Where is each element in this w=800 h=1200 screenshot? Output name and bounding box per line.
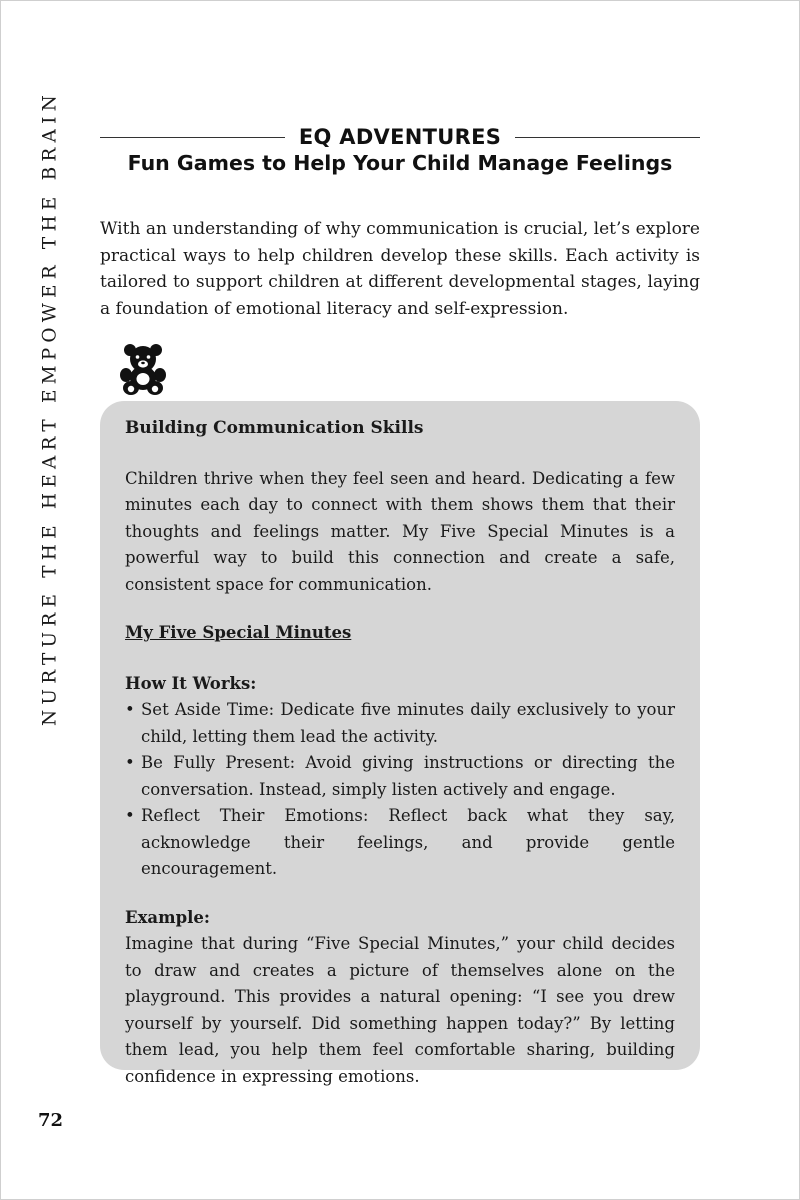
list-item-text: Set Aside Time: Dedicate five minutes daily exclusively to your child, letting them lead the activity. [141, 700, 675, 746]
example-heading: Example: [125, 907, 210, 927]
box-intro-paragraph: Children thrive when they feel seen and heard. Dedicating a few minutes each day to connect with them shows them that their thoughts and feelings matter. My Five Special Minutes is a powerful way to build this connection and create a safe, consistent space for communication. [125, 468, 675, 594]
list-item [125, 803, 675, 883]
running-title-vertical: NURTURE THE HEART EMPOWER THE BRAIN [39, 90, 61, 726]
list-item-text: Reflect Their Emotions: Reflect back what they say, acknowledge their feelings, and provide gentle encouragement. [141, 806, 675, 878]
box-heading: Building Communication Skills [125, 418, 424, 438]
teddy-bear-icon [120, 343, 166, 395]
title-rule-left [100, 137, 285, 138]
steps-list [125, 697, 675, 883]
page-number: 72 [38, 1110, 64, 1131]
intro-paragraph: With an understanding of why communication is crucial, let’s explore practical ways to help children develop these skills. Each activity is tailored to support children at different developmental stages, laying a foundation of emotional literacy and self-expression. [100, 219, 700, 319]
list-item [125, 750, 675, 803]
bullet-icon: • [125, 700, 135, 719]
example-paragraph: Imagine that during “Five Special Minutes,” your child decides to draw and creates a picture of themselves alone on the playground. This provides a natural opening: “I see you drew yourself by yourself. Did something happen today?” By letting them lead, you help them feel comfortable sharing, building confidence in expressing emotions. [125, 934, 675, 1086]
list-item-text: Be Fully Present: Avoid giving instructions or directing the conversation. Instead, simply listen actively and engage. [141, 753, 675, 799]
activity-title-link[interactable]: My Five Special Minutes [125, 623, 352, 642]
list-item [125, 697, 675, 750]
bullet-icon: • [125, 806, 135, 825]
section-title-row [100, 122, 700, 152]
how-it-works-heading: How It Works: [125, 673, 257, 693]
page-title: Fun Games to Help Your Child Manage Feelings [127, 151, 673, 175]
title-rule-right [515, 137, 700, 138]
section-kicker: EQ ADVENTURES [298, 125, 502, 149]
bullet-icon: • [125, 753, 135, 772]
activity-box [100, 401, 700, 1086]
